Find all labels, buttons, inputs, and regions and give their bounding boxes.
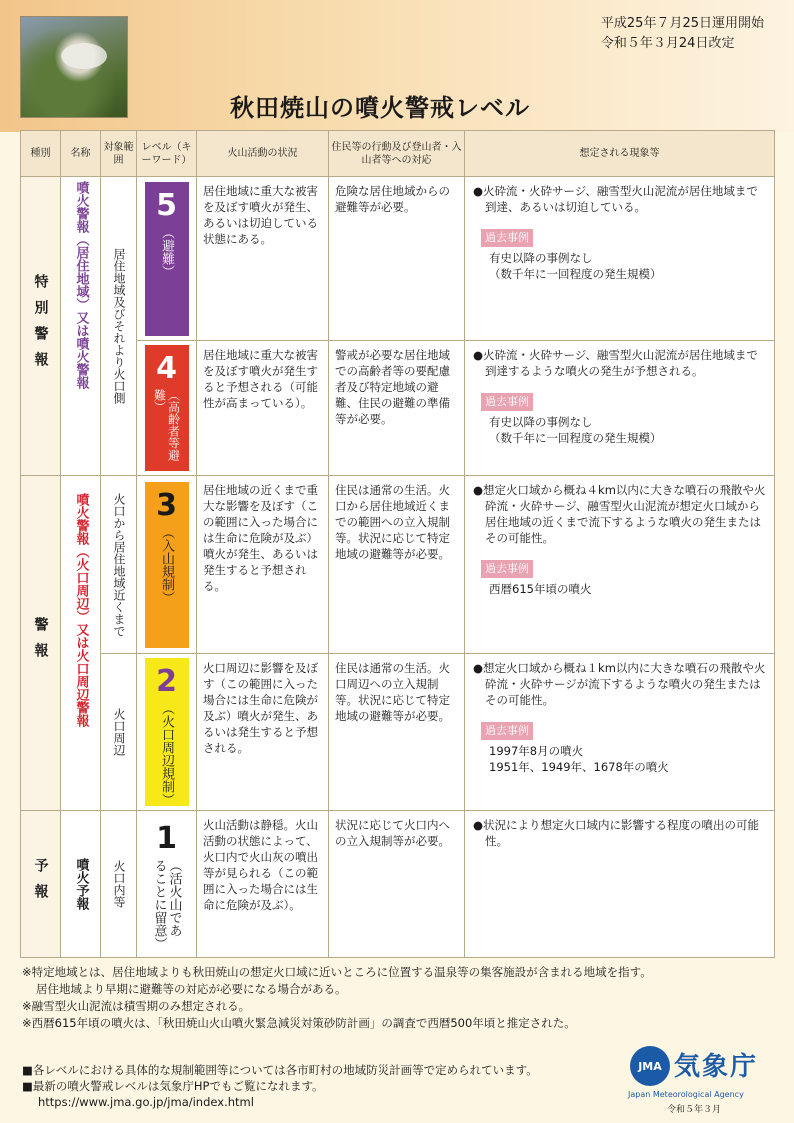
activity-cell: 居住地域に重大な被害を及ぼす噴火が発生すると予想される（可能性が高まっている）。 (197, 341, 329, 476)
level-number: 5 (156, 187, 177, 223)
header-area: 対象範囲 (101, 131, 137, 177)
past-case: 1951年、1949年、1678年の噴火 (489, 760, 669, 774)
area-cell (101, 654, 137, 811)
footer-date: 令和５年３月 (667, 1105, 722, 1115)
past-cases-badge: 過去事例 (481, 560, 533, 578)
bottom-note: ■最新の噴火警戒レベルは気象庁HPでもご覧になれます。 (22, 1079, 324, 1093)
level-keyword: （火口周辺規制） (159, 702, 174, 806)
area-cell (101, 177, 137, 476)
past-cases-badge: 過去事例 (481, 722, 533, 740)
table-header-row (21, 131, 775, 177)
response-cell: 状況に応じて火口内への立入規制等が必要。 (329, 811, 465, 958)
level-keyword: （避難） (159, 225, 174, 278)
steam-shape (61, 43, 107, 69)
issue-info (601, 14, 764, 54)
header-name: 名称 (61, 131, 101, 177)
level-3-badge (145, 482, 189, 648)
type-label: 警報 (32, 617, 49, 669)
level-cell (137, 177, 197, 341)
response-cell: 住民は通常の生活。火口から居住地域近くまでの範囲への立入規制等。状況に応じて特定地域の避難等が必要。 (329, 476, 465, 654)
page-title: 秋田焼山の噴火警戒レベル (230, 94, 530, 122)
table-row (21, 177, 775, 341)
activity-cell: 居住地域の近くまで重大な影響を及ぼす（この範囲に入った場合には生命に危険が及ぶ）噴火が発生、あるいは発生すると予想される。 (197, 476, 329, 654)
area-label: 火口周辺 (112, 708, 126, 756)
footnote: ※特定地域とは、居住地域よりも秋田焼山の想定火口域に近いところに位置する温泉等の集客施設が含まれる地域を指す。 (22, 965, 652, 979)
footnotes (22, 964, 782, 1032)
level-keyword: （活火山であることに留意） (151, 859, 182, 950)
issue-revised: 令和５年３月24日改定 (600, 36, 735, 51)
name-cell (61, 476, 101, 811)
activity-cell: 火口周辺に影響を及ぼす（この範囲に入った場合には生命に危険が及ぶ）噴火が発生、あるいは発生すると予想される。 (197, 654, 329, 811)
level-number: 2 (156, 664, 177, 699)
activity-cell: 居住地域に重大な被害を及ぼす噴火が発生、あるいは切迫している状態にある。 (197, 177, 329, 341)
level-cell (137, 811, 197, 958)
type-cell (21, 476, 61, 811)
table-row (21, 654, 775, 811)
jma-logo-icon (630, 1046, 670, 1086)
area-label: 火口内等 (112, 860, 126, 908)
activity-cell: 火山活動は静穏。火山活動の状態によって、火口内で火山灰の噴出等が見られる（この範囲に入った場合には生命に危険が及ぶ）。 (197, 811, 329, 958)
jma-logo-mark: JMA (638, 1059, 662, 1073)
footnote: ※融雪型火山泥流は積雪期のみ想定される。 (22, 999, 251, 1013)
level-4-badge (145, 345, 189, 471)
header-response: 住民等の行動及び登山者・入山者等への対応 (329, 131, 465, 177)
response-cell: 危険な居住地域からの避難等が必要。 (329, 177, 465, 341)
phenomena-text: ●火砕流・火砕サージ、融雪型火山泥流が居住地域まで到達するような噴火の発生が予想される。 (473, 348, 758, 378)
phenomena-text: ●想定火口域から概ね４km以内に大きな噴石の飛散や火砕流・火砕サージ、融雪型火山泥流が想定火口域から居住地域の近くまで流下するような噴火の発生またはその可能性。 (473, 483, 766, 545)
level-cell (137, 341, 197, 476)
issue-start: 平成25年７月25日運用開始 (600, 16, 764, 31)
level-number: 3 (156, 487, 177, 523)
header-activity: 火山活動の状況 (197, 131, 329, 177)
name-label-sub: 又は火口周辺警報 (73, 623, 89, 727)
area-cell (101, 476, 137, 654)
area-label: 居住地域及びそれより火口側 (112, 248, 126, 404)
name-cell (61, 177, 101, 476)
level-keyword: （入山規制） (159, 525, 174, 604)
volcano-photo (20, 16, 128, 118)
header-phenomena: 想定される現象等 (465, 131, 775, 177)
past-case: 西暦615年頃の噴火 (489, 582, 592, 596)
name-cell (61, 811, 101, 958)
name-label-sub: 又は噴火警報 (73, 311, 89, 389)
type-cell (21, 177, 61, 476)
response-cell: 警戒が必要な居住地域での高齢者等の要配慮者及び特定地域の避難、住民の避難の準備等が必要。 (329, 341, 465, 476)
name-label: 噴火警報（火口周辺） (73, 493, 89, 623)
phenomena-cell (465, 177, 775, 341)
name-label: 噴火予報 (73, 858, 89, 910)
phenomena-text: ●想定火口域から概ね１km以内に大きな噴石の飛散や火砕流・火砕サージが流下するような噴火の発生またはその可能性。 (473, 661, 766, 707)
type-label: 特別警報 (32, 274, 49, 378)
jma-logo-name: 気象庁 (674, 1052, 759, 1082)
header-type: 種別 (21, 131, 61, 177)
past-cases-badge: 過去事例 (481, 229, 533, 247)
level-cell (137, 654, 197, 811)
area-cell (101, 811, 137, 958)
type-cell (21, 811, 61, 958)
type-label: 予報 (32, 858, 49, 910)
phenomena-text: ●状況により想定火口域内に影響する程度の噴出の可能性。 (473, 818, 760, 848)
name-label: 噴火警報（居住地域） (73, 181, 89, 311)
level-cell (137, 476, 197, 654)
level-number: 1 (156, 821, 177, 856)
level-5-badge (145, 182, 189, 336)
table-row (21, 811, 775, 958)
response-cell: 住民は通常の生活。火口周辺への立入規制等。状況に応じて特定地域の避難等が必要。 (329, 654, 465, 811)
phenomena-text: ●火砕流・火砕サージ、融雪型火山泥流が居住地域まで到達、あるいは切迫している。 (473, 184, 758, 214)
bottom-notes (22, 1062, 632, 1110)
level-2-badge (145, 658, 189, 806)
past-case: 有史以降の事例なし (489, 251, 593, 265)
footnote: 居住地域より早期に避難等の対応が必要になる場合がある。 (36, 982, 347, 996)
footnote: ※西暦615年頃の噴火は、「秋田焼山火山噴火緊急減災対策砂防計画」の調査で西暦500年頃と推定された。 (22, 1016, 576, 1030)
phenomena-cell (465, 654, 775, 811)
table-row (21, 476, 775, 654)
phenomena-cell (465, 341, 775, 476)
level-1-badge (145, 815, 189, 953)
phenomena-cell (465, 811, 775, 958)
bottom-note: ■各レベルにおける具体的な規制範囲等については各市町村の地域防災計画等で定められています。 (22, 1063, 538, 1077)
level-number: 4 (156, 351, 177, 386)
past-case: 有史以降の事例なし (489, 415, 593, 429)
jma-logo-english: Japan Meteorological Agency (628, 1090, 744, 1099)
header-level: レベル（キーワード） (137, 131, 197, 177)
phenomena-cell (465, 476, 775, 654)
past-case: 1997年8月の噴火 (489, 744, 584, 758)
level-keyword: （高齢者等避難） (152, 389, 181, 461)
past-case: （数千年に一回程度の発生規模） (489, 267, 662, 281)
area-label: 火口から居住地域近くまで (112, 492, 126, 637)
past-cases-badge: 過去事例 (481, 393, 533, 411)
jma-logo (628, 1042, 788, 1102)
jma-url-link[interactable]: https://www.jma.go.jp/jma/index.html (38, 1095, 254, 1109)
alert-level-table (20, 130, 775, 958)
past-case: （数千年に一回程度の発生規模） (489, 431, 662, 445)
